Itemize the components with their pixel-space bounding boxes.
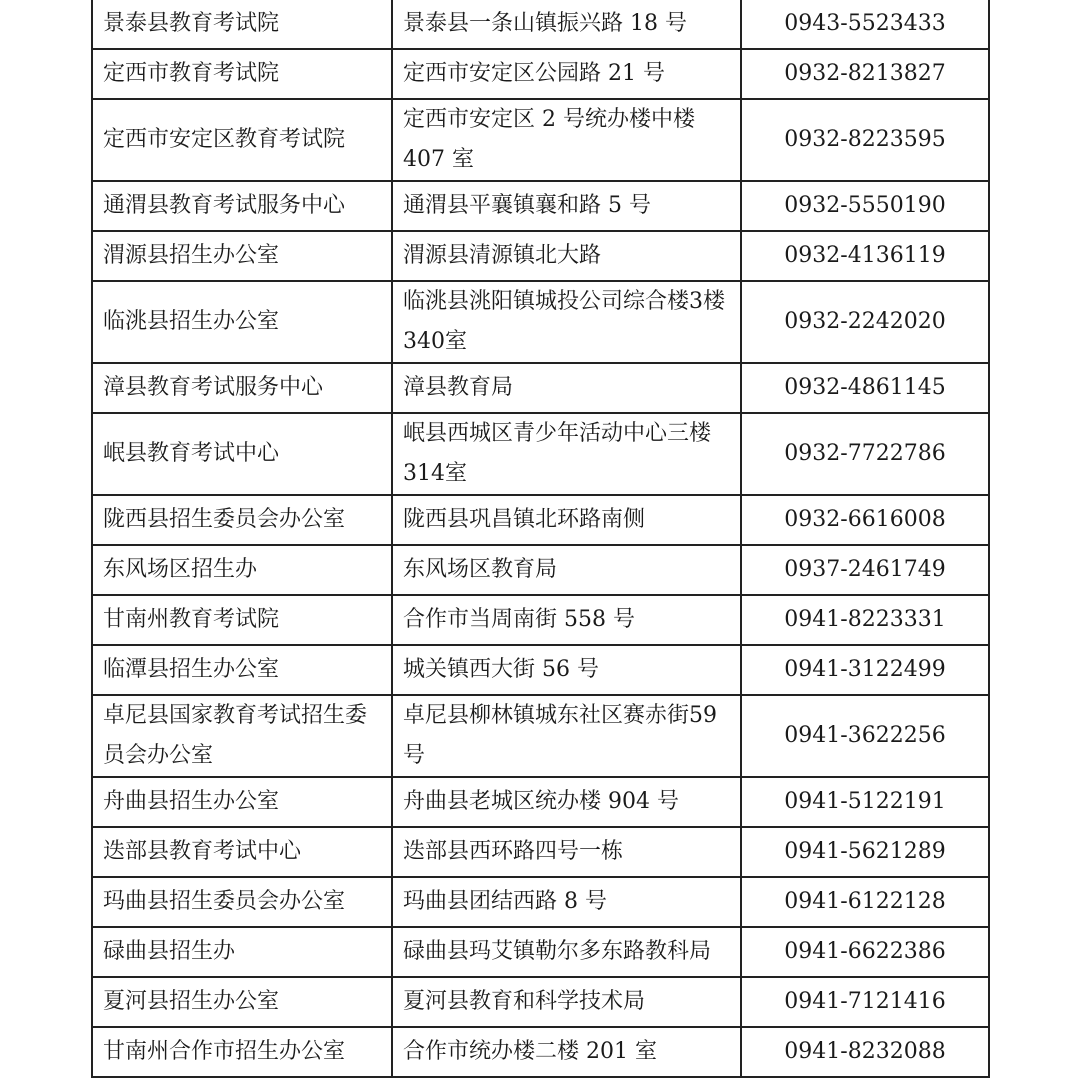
phone-cell: 0937-2461749 [741,545,989,595]
address-cell: 卓尼县柳林镇城东社区赛赤街59 号 [392,695,741,777]
address-cell: 通渭县平襄镇襄和路 5 号 [392,181,741,231]
office-name-cell: 夏河县招生办公室 [92,977,392,1027]
table-row [92,49,989,99]
table-row [92,595,989,645]
table-row [92,99,989,181]
address-cell: 陇西县巩昌镇北环路南侧 [392,495,741,545]
table-row [92,363,989,413]
address-cell: 定西市安定区公园路 21 号 [392,49,741,99]
office-name-cell: 碌曲县招生办 [92,927,392,977]
address-cell: 碌曲县玛艾镇勒尔多东路教科局 [392,927,741,977]
address-cell: 夏河县教育和科学技术局 [392,977,741,1027]
office-name-cell: 定西市安定区教育考试院 [92,99,392,181]
office-name-cell: 通渭县教育考试服务中心 [92,181,392,231]
table-row [92,977,989,1027]
phone-cell: 0932-4861145 [741,363,989,413]
office-name-cell: 漳县教育考试服务中心 [92,363,392,413]
table-row [92,1027,989,1077]
office-name-cell: 渭源县招生办公室 [92,231,392,281]
office-name-cell: 东风场区招生办 [92,545,392,595]
contact-table [91,0,990,1078]
address-cell: 玛曲县团结西路 8 号 [392,877,741,927]
office-name-cell: 迭部县教育考试中心 [92,827,392,877]
phone-cell: 0932-2242020 [741,281,989,363]
address-cell: 迭部县西环路四号一栋 [392,827,741,877]
table-row [92,645,989,695]
table-row [92,877,989,927]
address-cell: 渭源县清源镇北大路 [392,231,741,281]
phone-cell: 0943-5523433 [741,0,989,49]
table-row [92,777,989,827]
phone-cell: 0941-5621289 [741,827,989,877]
table-row [92,695,989,777]
office-name-cell: 定西市教育考试院 [92,49,392,99]
address-cell: 合作市当周南街 558 号 [392,595,741,645]
office-name-cell: 临潭县招生办公室 [92,645,392,695]
table-row [92,827,989,877]
table-row [92,281,989,363]
office-name-cell: 岷县教育考试中心 [92,413,392,495]
office-name-cell: 景泰县教育考试院 [92,0,392,49]
table-row [92,927,989,977]
phone-cell: 0941-3622256 [741,695,989,777]
office-name-cell: 舟曲县招生办公室 [92,777,392,827]
phone-cell: 0932-7722786 [741,413,989,495]
phone-cell: 0941-8232088 [741,1027,989,1077]
office-name-cell: 陇西县招生委员会办公室 [92,495,392,545]
address-cell: 岷县西城区青少年活动中心三楼314室 [392,413,741,495]
phone-cell: 0941-5122191 [741,777,989,827]
contact-table-body [92,0,989,1077]
address-cell: 城关镇西大街 56 号 [392,645,741,695]
address-cell: 临洮县洮阳镇城投公司综合楼3楼340室 [392,281,741,363]
address-cell: 漳县教育局 [392,363,741,413]
address-cell: 舟曲县老城区统办楼 904 号 [392,777,741,827]
table-row [92,545,989,595]
address-cell: 景泰县一条山镇振兴路 18 号 [392,0,741,49]
phone-cell: 0941-3122499 [741,645,989,695]
phone-cell: 0941-6122128 [741,877,989,927]
office-name-cell: 甘南州合作市招生办公室 [92,1027,392,1077]
phone-cell: 0932-8223595 [741,99,989,181]
table-row [92,181,989,231]
office-name-cell: 玛曲县招生委员会办公室 [92,877,392,927]
table-row [92,0,989,49]
office-name-cell: 甘南州教育考试院 [92,595,392,645]
phone-cell: 0932-5550190 [741,181,989,231]
phone-cell: 0932-6616008 [741,495,989,545]
phone-cell: 0941-8223331 [741,595,989,645]
phone-cell: 0941-6622386 [741,927,989,977]
office-name-cell: 临洮县招生办公室 [92,281,392,363]
address-cell: 定西市安定区 2 号统办楼中楼 407 室 [392,99,741,181]
office-name-cell: 卓尼县国家教育考试招生委员会办公室 [92,695,392,777]
table-row [92,231,989,281]
phone-cell: 0932-8213827 [741,49,989,99]
table-row [92,495,989,545]
address-cell: 东风场区教育局 [392,545,741,595]
table-row [92,413,989,495]
phone-cell: 0932-4136119 [741,231,989,281]
address-cell: 合作市统办楼二楼 201 室 [392,1027,741,1077]
phone-cell: 0941-7121416 [741,977,989,1027]
